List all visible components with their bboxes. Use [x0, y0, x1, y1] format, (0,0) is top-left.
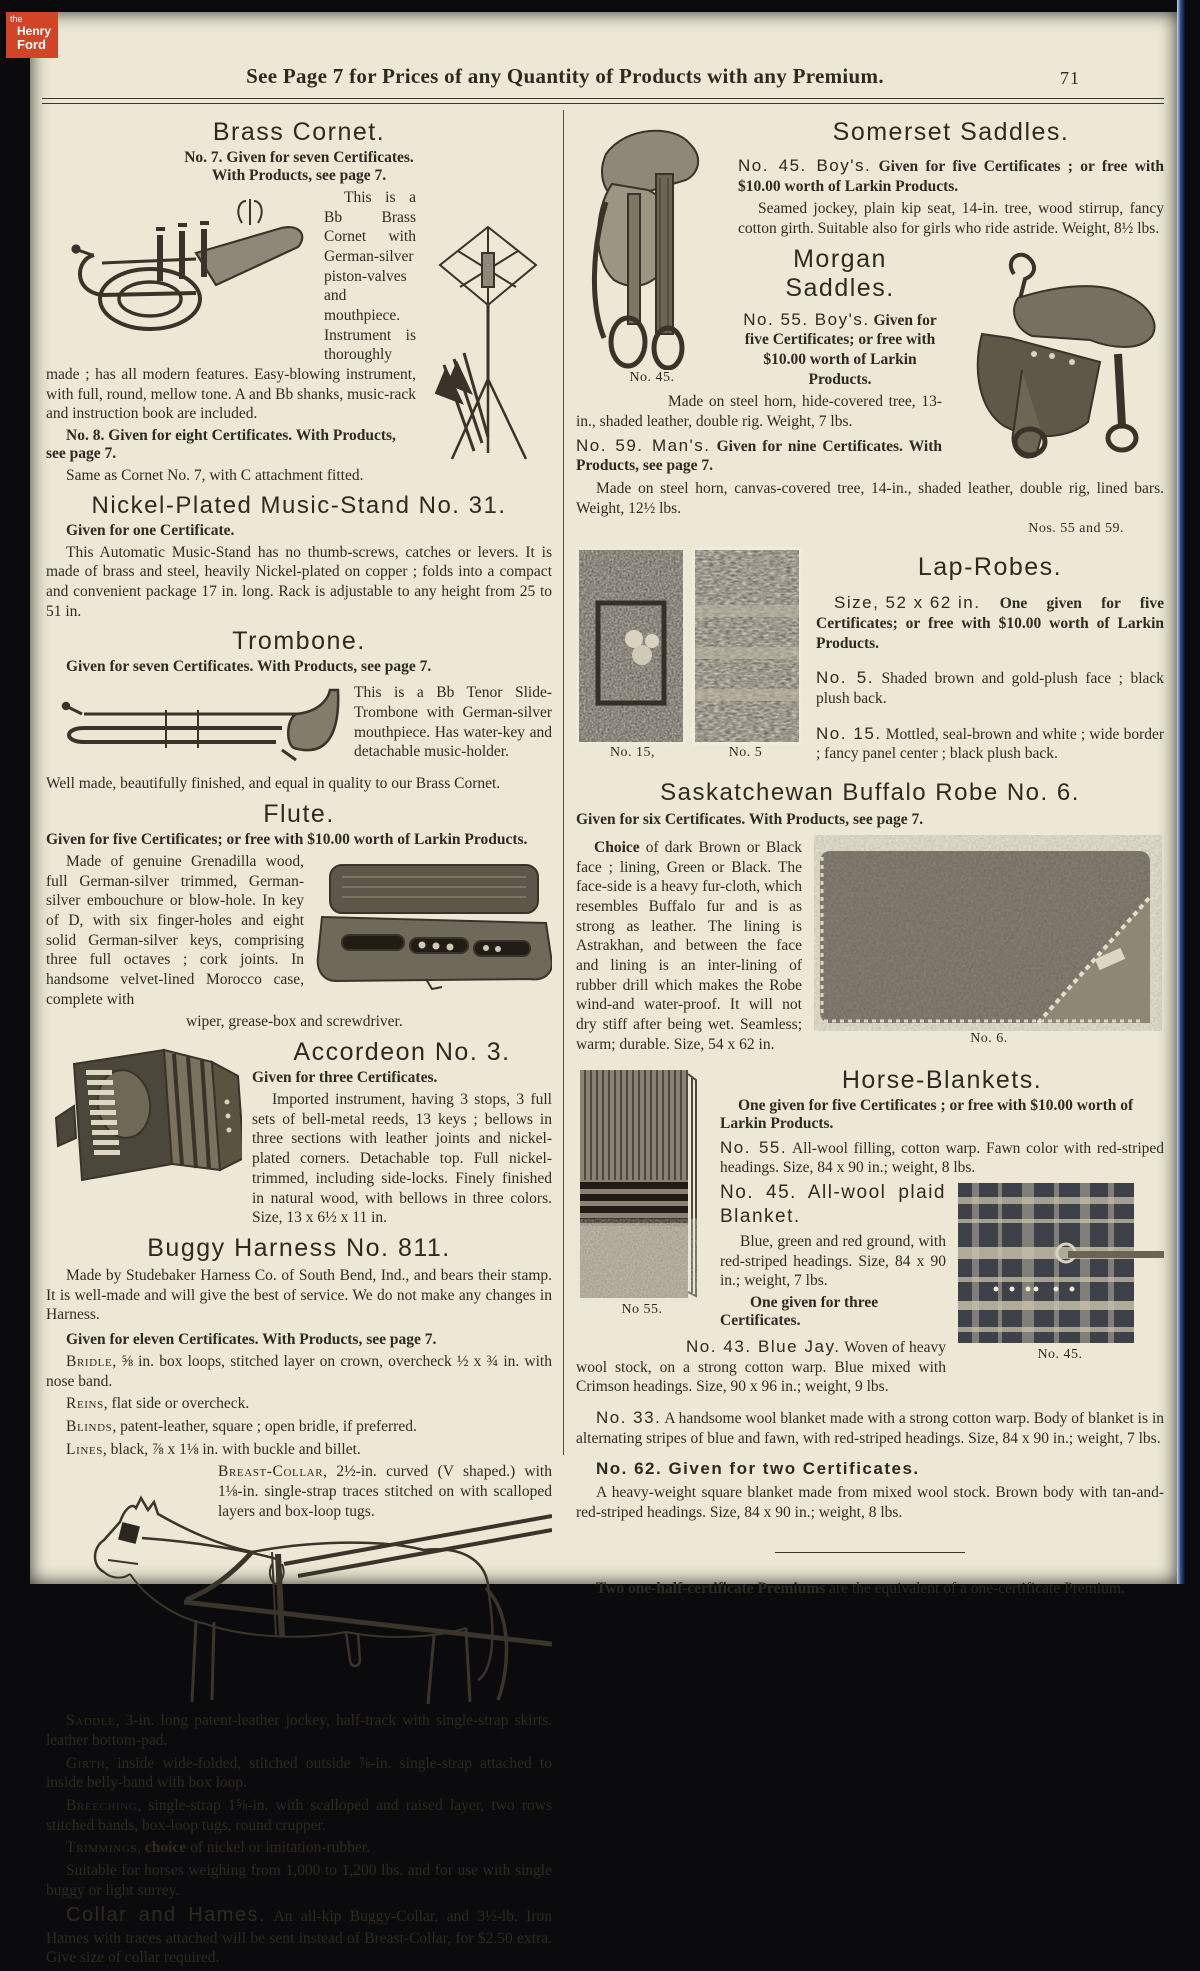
harness-item-blinds — [46, 1417, 552, 1437]
section-buffalo-robe — [576, 779, 1164, 1057]
item-label: No. 45. Boy's. — [738, 156, 872, 175]
item-text: Woven of heavy wool stock, on a strong cotton warp. Blue mixed with Crimson headings. Size, 90 x 96 in.; weight, 9 lbs. — [576, 1339, 946, 1396]
section-title: Brass Cornet. — [212, 118, 386, 146]
body-text: Made on steel horn, canvas-covered tree, 14-in., shaded leather, double rig, lined bars. Weight, 12½ lbs. — [576, 480, 1164, 517]
buffalo-robe-illustration — [814, 835, 1162, 1031]
certificate-line: One given for five Certificates; or free with $10.00 worth of Larkin Products. — [816, 595, 1164, 652]
blanket-55-caption: No 55. — [621, 1301, 663, 1317]
certificate-line: Given for eleven Certificates. With Products, see page 7. — [66, 1330, 437, 1348]
body-text: Suitable for horses weighing from 1,000 to 1,200 lbs. and for use with single buggy or light surrey. — [46, 1861, 552, 1899]
logo-ford: Ford — [17, 37, 46, 52]
section-buggy-harness — [46, 1234, 552, 1968]
body-text: A heavy-weight square blanket made from mixed wool stock. Brown body with tan-and-red-striped headings. Size, 84 x 90 in.; weight, 8 lbs. — [576, 1484, 1164, 1521]
section-title: Lap-Robes. — [917, 553, 1063, 582]
lap-robe-caption-5: No. 5 — [728, 745, 763, 761]
section-lap-robes — [576, 547, 1164, 767]
harness-item-saddle — [46, 1711, 552, 1750]
lap-robe-no15 — [816, 723, 1164, 764]
item-text: , patent-leather, square ; open bridle, if preferred. — [112, 1417, 417, 1435]
item-label: No. 33. — [596, 1408, 662, 1428]
item-label: No. 45. All-wool plaid Blanket. — [720, 1181, 946, 1227]
logo-the: the — [10, 14, 23, 24]
item-label: No. 59. Man's. — [576, 435, 711, 455]
harness-item-bridle — [46, 1352, 552, 1391]
somerset-saddle-figure — [576, 118, 728, 386]
item-text: , single-strap 1⅝-in. with scalloped and raised layer, two rows stitched bands, box-loop tugs, round crupper. — [46, 1796, 552, 1834]
henry-ford-logo — [6, 12, 58, 58]
body-text: wiper, grease-box and screwdriver. — [186, 1013, 403, 1031]
section-saddles — [576, 118, 1164, 537]
item-text: , inside wide-folded, stitched outside ⅞-in. single-strap attached to inside belly-band with box loop. — [46, 1754, 552, 1792]
certificate-line: Given for five Certificates; or free with $10.00 worth of Larkin Products. — [744, 311, 937, 388]
lap-robe-no5 — [816, 667, 1164, 708]
item-label: Lines — [66, 1440, 103, 1458]
body-text: Well made, beautifully finished, and equal in quality to our Brass Cornet. — [46, 775, 501, 793]
somerset-saddle-illustration — [576, 118, 726, 370]
section-brass-cornet — [46, 118, 552, 486]
item-text: , 2½-in. curved (V shaped.) with 1⅛-in. single-strap traces stitched on with scalloped layers and box-loop tugs. — [218, 1463, 552, 1520]
footer-text: are the equivalent of a one-certificate Premium. — [825, 1580, 1125, 1598]
lap-robe-size — [816, 592, 1164, 653]
body-text: Seamed jockey, plain kip seat, 14-in. tree, wood stirrup, fancy cotton girth. Suitable also for girls who ride astride. Weight, 8½ lbs. — [738, 200, 1164, 238]
catalog-page — [30, 12, 1177, 1967]
somerset-caption: No. 45. — [629, 370, 675, 385]
item-text: , black, ⅞ x 1⅛ in. with buckle and billet. — [102, 1440, 361, 1458]
section-accordeon — [46, 1038, 552, 1228]
item-label: Size, 52 x 62 in. — [834, 593, 981, 613]
lap-robe-no5-illustration — [692, 547, 802, 745]
blanket-45-caption: No. 45. — [1037, 1346, 1083, 1362]
harness-item-breeching — [46, 1796, 552, 1835]
item-label: Collar and Hames. — [66, 1904, 267, 1927]
item-text: , — [137, 1839, 145, 1857]
section-flute — [46, 800, 552, 1032]
collar-and-hames — [46, 1903, 552, 1968]
certificate-line: Given for five Certificates; or free with $10.00 worth of Larkin Products. — [46, 831, 528, 849]
item-text: of nickel or imitation-rubber. — [186, 1839, 370, 1857]
harness-item-girth — [46, 1754, 552, 1793]
item-label: No. 43. Blue Jay. — [686, 1337, 841, 1357]
harness-item-reins — [46, 1394, 552, 1414]
section-title: Nickel-Plated Music-Stand No. 31. — [91, 491, 507, 519]
item-text: A handsome wool blanket made with a strong cotton warp. Body of blanket is in alternating stripes of blue and fawn, with red-striped headings. Size, 84 x 90 in.; weight, 7 lbs. — [576, 1410, 1164, 1447]
section-title: Buggy Harness No. 811. — [147, 1233, 451, 1262]
flute-case-illustration — [314, 859, 552, 993]
footer-note — [576, 1579, 1164, 1599]
body-text: This is a Bb Brass Cornet with German-silver piston-valves and mouthpiece. Instrument is thoroughly made ; has all modern features. Easy-blowing instrument, with full, round, mellow tone. A and Bb shanks, music-rack and instruction book are included. — [46, 189, 416, 423]
music-stand-illustration — [424, 213, 552, 475]
blanket-no62-title — [576, 1458, 1164, 1480]
morgan-caption: Nos. 55 and 59. — [1028, 521, 1124, 537]
item-label: Reins — [66, 1395, 104, 1413]
item-text: All-wool filling, cotton warp. Fawn color with red-striped headings. Size, 84 x 90 in.; weight, 8 lbs. — [720, 1139, 1164, 1177]
page-banner: See Page 7 for Prices of any Quantity of Products with any Premium. — [246, 64, 884, 88]
section-title: Morgan Saddles. — [785, 244, 895, 302]
certificate-line: With Products, see page 7. — [211, 167, 387, 184]
item-label: Breast-Collar — [218, 1463, 324, 1481]
right-column — [576, 112, 1164, 1602]
item-text: Mottled, seal-brown and white ; wide border ; fancy panel center ; black plush back. — [816, 725, 1165, 763]
body-text: Same as Cornet No. 7, with C attachment fitted. — [66, 467, 364, 485]
accordeon-illustration — [46, 1042, 242, 1222]
header-rule — [42, 98, 1164, 104]
certificate-line: Given for three Certificates. — [252, 1069, 438, 1087]
footer-divider — [775, 1552, 965, 1553]
footer-bold: Two one-half-certificate Premiums — [596, 1580, 826, 1598]
left-column — [46, 112, 552, 1971]
lap-robe-text — [816, 547, 1164, 767]
item-text: , 3-in. long patent-leather jockey, half-track with single-strap skirts. leather bottom-pad. — [46, 1712, 552, 1749]
item-text: of dark Brown or Black face ; lining, Green or Black. The face-side is a heavy fur-cloth, which resembles Buffalo fur and is as strong as leather. The lining is Astrakhan, and between the face and lining is an inter-lining of rubber drill which makes the Robe wind-and water-proof. It will not dry stiff after being wet. Seamless; warm; durable. Size, 54 x 62 in. — [576, 839, 802, 1053]
body-text: This is a Bb Tenor Slide-Trombone with German-silver mouthpiece. Has water-key and detachable music-holder. — [354, 684, 552, 761]
section-title: Horse-Blankets. — [841, 1065, 1043, 1094]
certificate-line: Given for nine Certificates. With Products, see page 7. — [576, 437, 943, 475]
column-divider — [563, 110, 564, 1455]
section-trombone — [46, 627, 552, 794]
item-label: Saddle — [66, 1712, 116, 1730]
item-label: Bridle — [66, 1352, 113, 1370]
item-text: Shaded brown and gold-plush face ; black plush back. — [816, 670, 1165, 708]
item-text: An all-kip Buggy-Collar, and 3½-lb. Iron Hames with traces attached will be sent instead of Breast-Collar, for $2.50 extra. Give size of collar required. — [46, 1908, 553, 1967]
body-text: Blue, green and red ground, with red-striped headings. Size, 84 x 90 in.; weight, 7 lbs. — [720, 1233, 946, 1290]
certificate-line: Given for six Certificates. With Products, see page 7. — [576, 811, 924, 829]
item-label: Blinds — [66, 1417, 113, 1435]
certificate-line: Given for five Certificates ; or free with $10.00 worth of Larkin Products. — [738, 158, 1165, 195]
certificate-line: Given for seven Certificates. With Products, see page 7. — [66, 658, 432, 676]
section-music-stand — [46, 492, 552, 622]
lap-robe-figures — [576, 547, 802, 767]
certificate-line: One given for five Certificates ; or free with $10.00 worth of Larkin Products. — [720, 1096, 1134, 1132]
certificate-line: No. 7. Given for seven Certificates. — [184, 149, 414, 166]
trombone-illustration — [46, 684, 346, 772]
blanket-no55-illustration — [576, 1066, 704, 1302]
buffalo-figure — [814, 835, 1164, 1057]
brass-cornet-illustration — [46, 189, 314, 347]
item-text: Made on steel horn, hide-covered tree, 13-in., shaded leather, double rig. Weight, 7 lbs. — [576, 393, 942, 431]
item-label: No. 62. Given for two Certificates. — [596, 1459, 920, 1479]
item-label: No. 55. — [720, 1137, 788, 1157]
item-bold: Choice — [594, 839, 640, 857]
body-text: Made by Studebaker Harness Co. of South Bend, Ind., and bears their stamp. It is well-made and will give the best of service. We do not make any changes in Harness. — [46, 1266, 552, 1324]
item-label: Trimmings — [66, 1839, 138, 1857]
item-label: No. 5. — [816, 668, 874, 688]
blanket-no33 — [576, 1407, 1164, 1448]
section-title: Flute. — [263, 800, 335, 829]
certificate-line: No. 8. Given for eight Certificates. With Products, see page 7. — [46, 427, 396, 463]
book-edge — [1177, 0, 1185, 1584]
section-horse-blankets — [576, 1066, 1164, 1523]
blanket-no45-illustration — [956, 1181, 1164, 1347]
certificate-line: One given for three Certificates. — [720, 1294, 879, 1330]
body-text: Made of genuine Grenadilla wood, full German-silver trimmed, German-silver embouchure or blow-hole. In key of D, with six finger-holes and eight solid German-silver keys, comprising three full octaves ; cork joints. In handsome velvet-lined Morocco case, complete with — [46, 853, 304, 1008]
lap-robe-no15-illustration — [576, 547, 686, 745]
body-text: This Automatic Music-Stand has no thumb-screws, catches or levers. It is made of brass and steel, heavily Nickel-plated on copper ; folds into a compact and convenient package 17 in. long. Rack is adjustable to any height from 25 to 51 in. — [46, 543, 552, 620]
page-number: 71 — [1060, 68, 1080, 88]
certificate-line: Given for one Certificate. — [66, 521, 235, 539]
blanket-45-figure — [956, 1181, 1164, 1363]
item-label: No. 55. Boy's. — [743, 309, 870, 329]
morgan-saddle-illustration — [952, 246, 1164, 460]
item-label: Breeching — [66, 1796, 138, 1814]
section-title: Saskatchewan Buffalo Robe No. 6. — [660, 779, 1080, 807]
body-text: Imported instrument, having 3 stops, 3 full sets of bell-metal reeds, 13 keys ; bellows in three sections with leather joints and nickel-plated corners. Detachable top. Full nickel-trimmed, including side-locks. Finely finished in natural wood, with bellows in three colors. Size, 13 x 6½ x 11 in. — [252, 1091, 552, 1227]
section-title: Somerset Saddles. — [832, 118, 1070, 146]
buffalo-caption: No. 6. — [970, 1031, 1008, 1047]
blanket-55-figure — [576, 1066, 708, 1318]
harness-item-lines — [46, 1440, 552, 1460]
item-text: , ⅝ in. box loops, stitched layer on crown, overcheck ½ x ¾ in. with nose band. — [46, 1352, 552, 1390]
buffalo-body — [576, 838, 802, 1054]
section-title: Accordeon No. 3. — [293, 1038, 511, 1067]
logo-henry: Henry — [17, 24, 52, 38]
item-label: Girth — [66, 1754, 106, 1772]
section-title: Trombone. — [232, 627, 366, 656]
item-text: , flat side or overcheck. — [103, 1395, 250, 1413]
item-label: No. 15. — [816, 723, 882, 743]
harness-item-trimmings — [46, 1838, 552, 1858]
item-bold: choice — [144, 1839, 187, 1857]
lap-robe-caption-15: No. 15, — [609, 745, 656, 761]
